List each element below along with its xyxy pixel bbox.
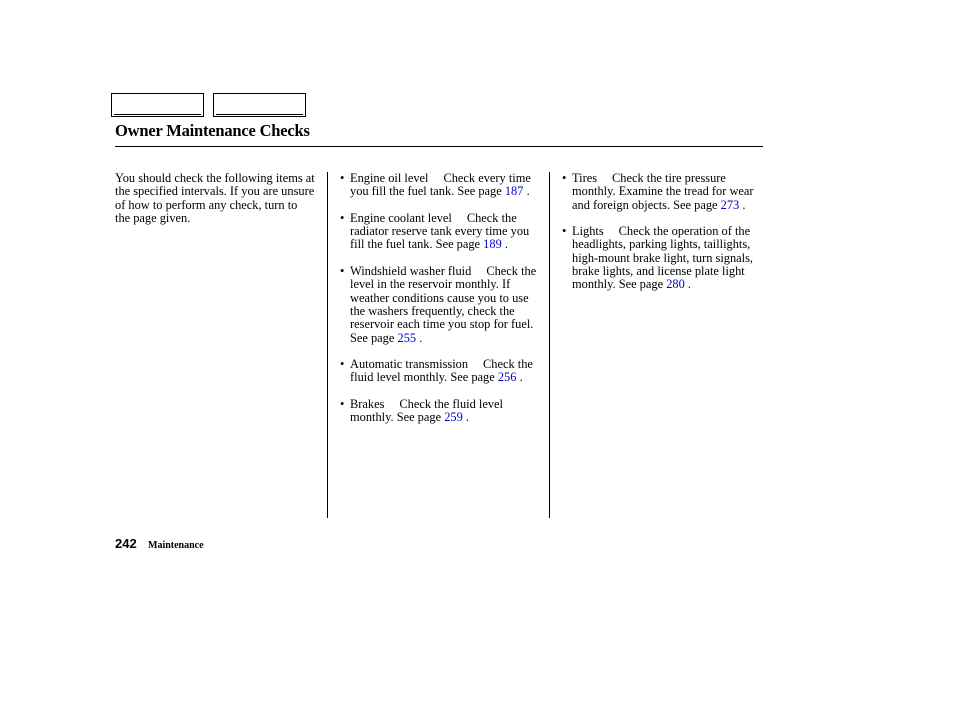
check-item xyxy=(340,398,545,425)
check-label: Tires xyxy=(572,171,598,185)
nav-button-previous[interactable] xyxy=(111,93,204,117)
bullet: • xyxy=(340,357,345,372)
section-name: Maintenance xyxy=(148,540,204,551)
check-label: Brakes xyxy=(350,397,385,412)
page-link[interactable]: 189 xyxy=(483,237,502,252)
intro-text: You should check the following items at the specified intervals. If you are unsure of how to perform any check, turn to the page given. xyxy=(115,171,315,225)
page-link[interactable]: 256 xyxy=(497,370,517,385)
page-link[interactable]: 273 xyxy=(720,197,740,212)
check-text: Check the fluid level monthly. See page xyxy=(350,397,503,425)
intro-column xyxy=(115,172,315,225)
period: . xyxy=(465,410,469,425)
period: . xyxy=(419,330,423,345)
bullet: • xyxy=(562,171,567,185)
checks-column-right xyxy=(562,172,762,305)
page-link[interactable]: 187 xyxy=(504,184,524,199)
bullet: • xyxy=(340,397,345,412)
check-item xyxy=(340,172,545,199)
bullet: • xyxy=(562,224,567,239)
bullet: • xyxy=(340,210,345,225)
check-label: Windshield washer fluid xyxy=(350,264,472,279)
bullet: • xyxy=(340,171,345,185)
page-link[interactable]: 259 xyxy=(444,410,463,425)
check-item xyxy=(340,212,545,252)
period: . xyxy=(504,237,508,252)
page-link[interactable]: 280 xyxy=(666,277,685,292)
check-text: Check the operation of the headlights, parking lights, taillights, high-mount brake light, turn signals, brake lights, and license plate light monthly. See page xyxy=(572,224,754,292)
column-divider-1 xyxy=(327,172,328,518)
title-rule xyxy=(115,146,763,147)
period: . xyxy=(687,277,691,292)
period: . xyxy=(526,184,530,199)
check-text: Check the radiator reserve tank every time you fill the fuel tank. See page xyxy=(350,210,530,252)
page-link[interactable]: 255 xyxy=(397,330,417,345)
page-number: 242 xyxy=(115,536,137,551)
check-item xyxy=(340,265,545,345)
check-item xyxy=(562,172,762,212)
period: . xyxy=(742,197,746,212)
check-item xyxy=(562,225,762,291)
period: . xyxy=(519,370,523,385)
check-item xyxy=(340,358,545,385)
check-label: Automatic transmission xyxy=(350,357,469,372)
checks-column-middle xyxy=(340,172,545,438)
check-label: Lights xyxy=(572,224,604,239)
check-text: Check the level in the reservoir monthly. If weather conditions cause you to use the washers frequently, check the reservoir each time you stop for fuel. See page xyxy=(350,264,537,345)
check-text: Check every time you fill the fuel tank. See page xyxy=(350,171,531,199)
nav-button-next[interactable] xyxy=(213,93,306,117)
column-divider-2 xyxy=(549,172,550,518)
page-title: Owner Maintenance Checks xyxy=(115,121,310,140)
check-label: Engine coolant level xyxy=(350,210,452,225)
check-text: Check the fluid level monthly. See page xyxy=(350,357,533,385)
check-label: Engine oil level xyxy=(350,171,429,185)
check-text: Check the tire pressure monthly. Examine the tread for wear and foreign objects. See page xyxy=(572,171,754,212)
bullet: • xyxy=(340,264,345,279)
